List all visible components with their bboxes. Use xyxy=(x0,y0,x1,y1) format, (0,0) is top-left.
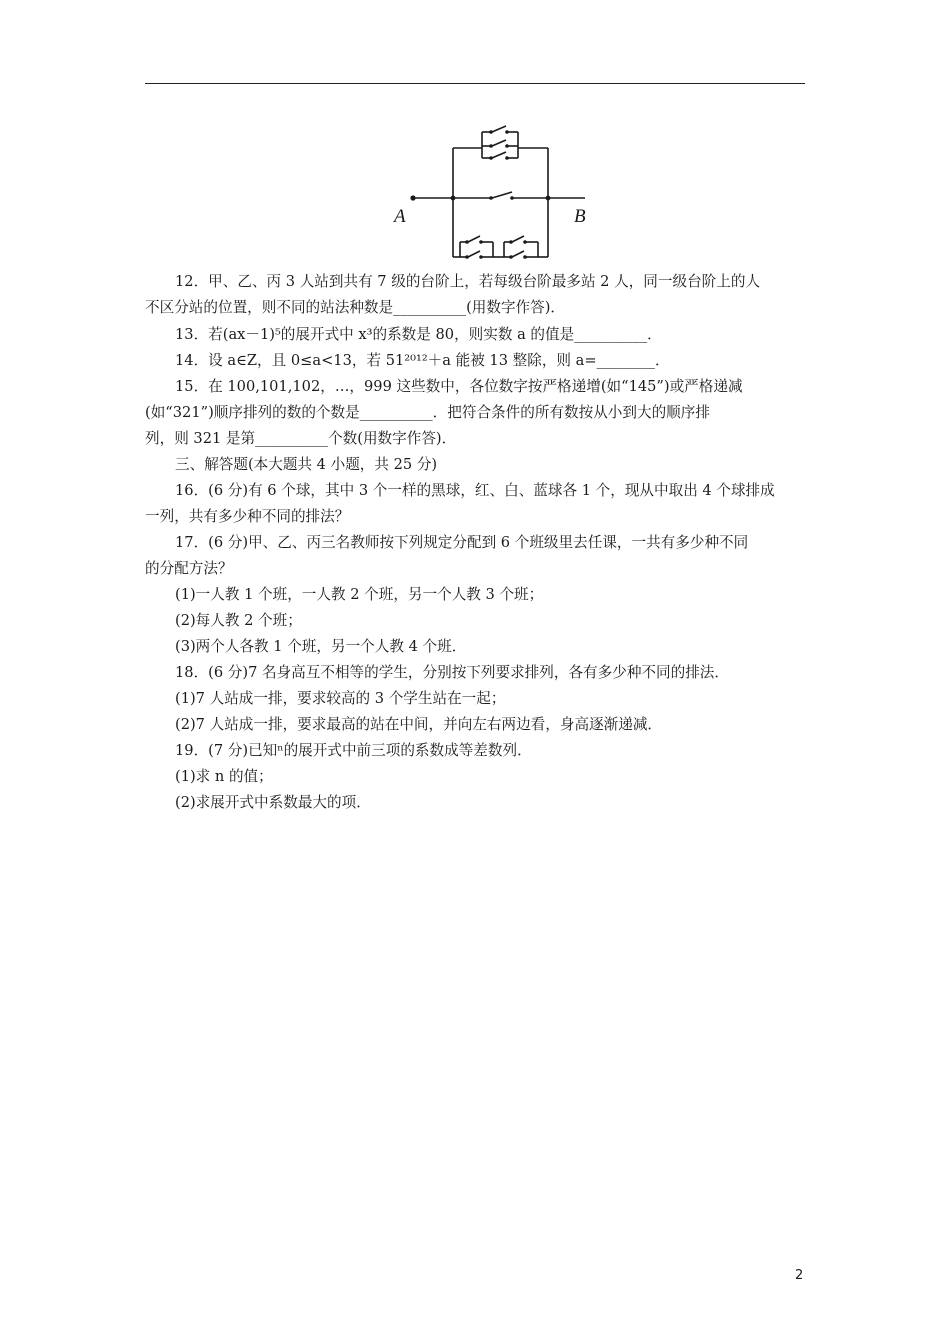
q19-part-2: (2)求展开式中系数最大的项． xyxy=(175,794,371,811)
q15-line-2: (如“321”)顺序排列的数的个数是__________．把符合条件的所有数按从小到大的顺序排 xyxy=(145,404,710,421)
q19-line: 19．(7 分)已知ⁿ的展开式中前三项的系数成等差数列． xyxy=(175,742,532,759)
q12-line-1: 12．甲、乙、丙 3 人站到共有 7 级的台阶上，若每级台阶最多站 2 人，同一级台阶上的人 xyxy=(175,273,761,290)
node-b-label: B xyxy=(574,206,586,227)
q16-line-1: 16．(6 分)有 6 个球，其中 3 个一样的黑球，红、白、蓝球各 1 个，现从中取出 4 个球排成 xyxy=(175,482,775,499)
q15-line-3: 列，则 321 是第__________个数(用数字作答)． xyxy=(145,430,457,447)
section-heading: 三、解答题(本大题共 4 小题，共 25 分) xyxy=(175,456,438,473)
page-number: 2 xyxy=(795,1268,804,1283)
q17-line-2: 的分配方法？ xyxy=(145,560,233,577)
q13-line: 13．若(ax－1)⁵的展开式中 x³的系数是 80，则实数 a 的值是__________． xyxy=(175,326,662,343)
circuit-diagram xyxy=(380,118,610,278)
q12-line-2: 不区分站的位置，则不同的站法种数是__________(用数字作答)． xyxy=(145,299,566,316)
q16-line-2: 一列，共有多少种不同的排法？ xyxy=(145,508,350,525)
q15-line-1: 15．在 100,101,102，…，999 这些数中，各位数字按严格递增(如“145”)或严格递减 xyxy=(175,378,743,395)
q19-part-1: (1)求 n 的值； xyxy=(175,768,273,785)
q17-part-3: (3)两个人各教 1 个班，另一个人教 4 个班． xyxy=(175,638,467,655)
q14-line: 14．设 a∈Z，且 0≤a<13，若 51²⁰¹²＋a 能被 13 整除，则 a=________． xyxy=(175,352,670,369)
node-a-label: A xyxy=(394,206,406,227)
q18-part-1: (1)7 人站成一排，要求较高的 3 个学生站在一起； xyxy=(175,690,506,707)
header-rule xyxy=(145,83,805,84)
q17-part-1: (1)一人教 1 个班，一人教 2 个班，另一个人教 3 个班； xyxy=(175,586,544,603)
q18-line: 18．(6 分)7 名身高互不相等的学生，分别按下列要求排列，各有多少种不同的排法． xyxy=(175,664,729,681)
q17-line-1: 17．(6 分)甲、乙、丙三名教师按下列规定分配到 6 个班级里去任课，一共有多少种不同 xyxy=(175,534,749,551)
q18-part-2: (2)7 人站成一排，要求最高的站在中间，并向左右两边看，身高逐渐递减． xyxy=(175,716,663,733)
q17-part-2: (2)每人教 2 个班； xyxy=(175,612,302,629)
